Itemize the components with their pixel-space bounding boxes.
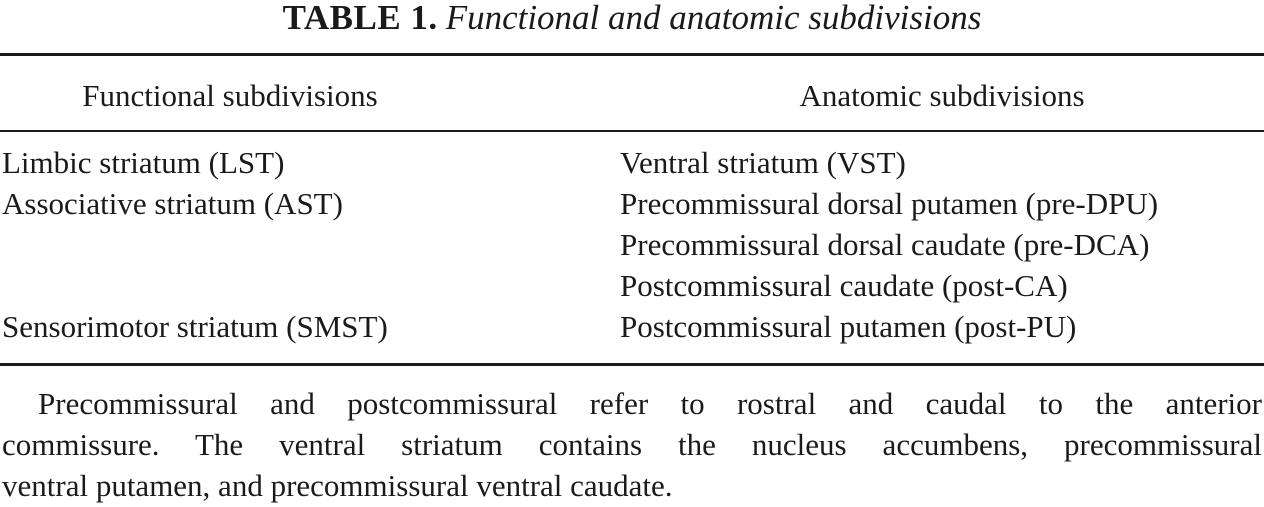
footnote-line: commissure. The ventral striatum contains the nucleus accumbens, precommissural bbox=[2, 427, 1262, 462]
functional-cell: Associative striatum (AST) bbox=[2, 186, 343, 221]
footnote-line: Precommissural and postcommissural refer to rostral and caudal to the anterior bbox=[38, 386, 1262, 421]
table-row bbox=[0, 306, 1264, 347]
anatomic-cell: Ventral striatum (VST) bbox=[620, 145, 906, 180]
bottom-rule bbox=[0, 363, 1264, 366]
header-rule bbox=[0, 130, 1264, 132]
footnote-line: ventral putamen, and precommissural ventral caudate. bbox=[2, 468, 673, 503]
header-functional: Functional subdivisions bbox=[82, 78, 378, 113]
anatomic-cell: Postcommissural caudate (post-CA) bbox=[620, 268, 1068, 303]
anatomic-cell: Precommissural dorsal putamen (pre-DPU) bbox=[620, 186, 1159, 221]
table-row bbox=[0, 224, 1264, 265]
functional-cell: Sensorimotor striatum (SMST) bbox=[2, 309, 388, 344]
top-rule bbox=[0, 53, 1264, 56]
table-footnote bbox=[2, 383, 1262, 506]
table-label: TABLE 1. bbox=[282, 0, 438, 37]
table-caption bbox=[0, 0, 1264, 36]
table-body bbox=[0, 142, 1264, 347]
anatomic-cell: Precommissural dorsal caudate (pre-DCA) bbox=[620, 227, 1150, 262]
table-row bbox=[0, 142, 1264, 183]
table-row bbox=[0, 183, 1264, 224]
functional-cell: Limbic striatum (LST) bbox=[2, 145, 285, 180]
header-anatomic: Anatomic subdivisions bbox=[799, 78, 1085, 113]
table-row bbox=[0, 265, 1264, 306]
table-title: Functional and anatomic subdivisions bbox=[445, 0, 982, 37]
anatomic-cell: Postcommissural putamen (post-PU) bbox=[620, 309, 1077, 344]
